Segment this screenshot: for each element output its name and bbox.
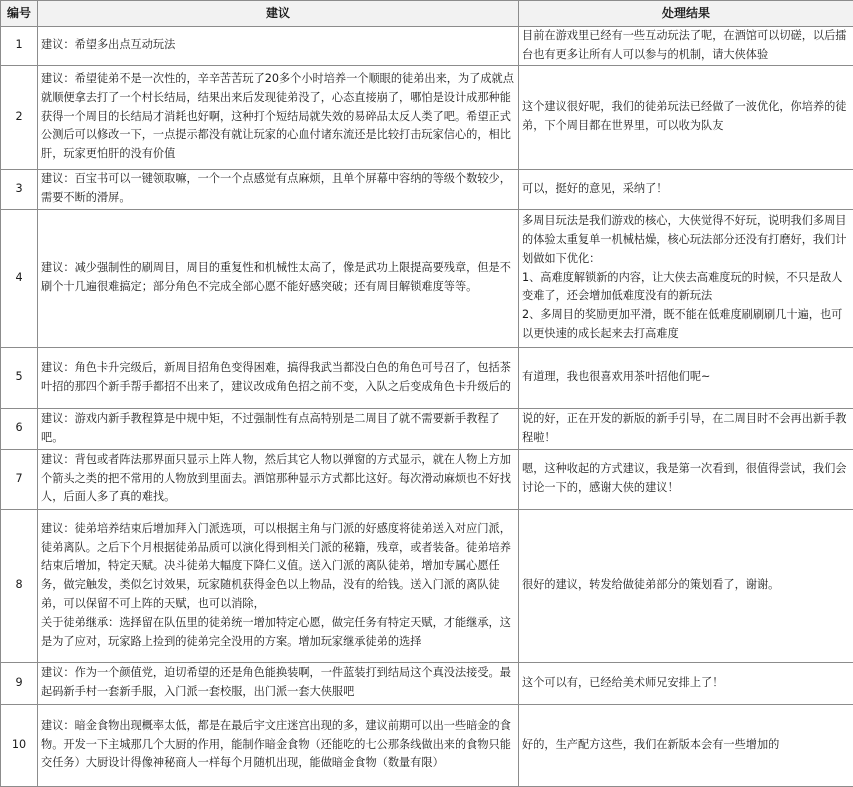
result-cell: 这个可以有，已经给美术师兄安排上了！	[519, 662, 853, 704]
result-cell: 多周目玩法是我们游戏的核心，大侠觉得不好玩，说明我们多周目的体验太重复单一机械枯燥，核心玩法部分还没有打磨好，我们计划做如下优化： 1、高难度解锁新的内容，让大侠去高难度玩的时候，不只是敌人变难了，还会增加低难度没有的新玩法 2、多周目的奖励更加平滑，既不能在低难度刷刷刷几十遍，也可以更快速的成长起来去打高难度	[519, 209, 853, 347]
table-row	[1, 704, 853, 786]
suggestion-cell: 建议：徒弟培养结束后增加拜入门派选项，可以根据主角与门派的好感度将徒弟送入对应门派，徒弟离队。之后下个月根据徒弟品质可以演化得到相关门派的秘籍，残章，或者装备。徒弟培养结束后增加，特定天赋。决斗徒弟大幅度下降仁义值。送入门派的离队徒弟，增加专属心愿任务，做完触发，类似乞讨效果，玩家随机获得金色以上物品，没有的给钱。送入门派的离队徒弟，可以保留不可上阵的天赋，也可以消除， 关于徒弟继承：选择留在队伍里的徒弟统一增加特定心愿，做完任务有特定天赋，才能继承，这是为了应对，玩家路上捡到的徒弟完全没用的方案。增加玩家继承徒弟的选择	[38, 509, 519, 662]
suggestion-cell: 建议：角色卡升完级后，新周目招角色变得困难，搞得我武当都没白色的角色可号召了，包括茶叶招的那四个新手帮手都招不出来了，建议改成角色招之前不变，入队之后变成角色卡升级后的	[38, 347, 519, 408]
table-row	[1, 169, 853, 209]
row-number-cell: 1	[1, 27, 38, 66]
table-row	[1, 209, 853, 347]
suggestion-cell: 建议：背包或者阵法那界面只显示上阵人物，然后其它人物以弹窗的方式显示，就在人物上方加个箭头之类的把不常用的人物放到里面去。酒馆那种显示方式都比这好。每次滑动麻烦也不好找人，后面人多了真的难找。	[38, 449, 519, 509]
row-number-cell: 7	[1, 449, 38, 509]
suggestion-cell: 建议：百宝书可以一键领取嘛，一个一个点感觉有点麻烦，且单个屏幕中容纳的等级个数较少，需要不断的滑屏。	[38, 169, 519, 209]
suggestion-cell: 建议：暗金食物出现概率太低，都是在最后宇文庄迷宫出现的多，建议前期可以出一些暗金的食物。开发一下主城那几个大厨的作用，能制作暗金食物（还能吃的七公那条线做出来的食物只能交任务）大厨设计得像神秘商人一样每个月随机出现，能做暗金食物（数量有限）	[38, 704, 519, 786]
column-header-suggestion: 建议	[38, 1, 519, 27]
result-cell: 可以，挺好的意见，采纳了！	[519, 169, 853, 209]
result-cell: 说的好，正在开发的新版的新手引导，在二周目时不会再出新手教程啦！	[519, 408, 853, 449]
row-number-cell: 4	[1, 209, 38, 347]
table-row	[1, 65, 853, 169]
result-cell: 目前在游戏里已经有一些互动玩法了呢，在酒馆可以切磋，以后擂台也有更多让所有人可以参与的机制，请大侠体验	[519, 27, 853, 66]
row-number-cell: 6	[1, 408, 38, 449]
table-row	[1, 347, 853, 408]
result-cell: 有道理，我也很喜欢用茶叶招他们呢~	[519, 347, 853, 408]
result-cell: 很好的建议，转发给做徒弟部分的策划看了，谢谢。	[519, 509, 853, 662]
suggestion-cell: 建议：游戏内新手教程算是中规中矩，不过强制性有点高特别是二周目了就不需要新手教程了吧。	[38, 408, 519, 449]
table-row	[1, 27, 853, 66]
row-number-cell: 8	[1, 509, 38, 662]
suggestion-cell: 建议：作为一个颜值党，迫切希望的还是角色能换装啊，一件蓝装打到结局这个真没法接受。最起码新手村一套新手服，入门派一套校服，出门派一套大侠服吧	[38, 662, 519, 704]
row-number-cell: 2	[1, 65, 38, 169]
row-number-cell: 10	[1, 704, 38, 786]
column-header-result: 处理结果	[519, 1, 853, 27]
result-cell: 嗯，这种收起的方式建议，我是第一次看到，很值得尝试，我们会讨论一下的，感谢大侠的建议！	[519, 449, 853, 509]
column-header-number: 编号	[1, 1, 38, 27]
table-row	[1, 449, 853, 509]
row-number-cell: 5	[1, 347, 38, 408]
table-row	[1, 662, 853, 704]
suggestion-cell: 建议：减少强制性的刷周目，周目的重复性和机械性太高了，像是武功上限提高要残章，但是不刷个十几遍很难搞定；部分角色不完成全部心愿不能好感突破；还有周目解锁难度等等。	[38, 209, 519, 347]
table-row	[1, 408, 853, 449]
header-row	[1, 1, 853, 27]
suggestion-cell: 建议：希望多出点互动玩法	[38, 27, 519, 66]
result-cell: 这个建议很好呢，我们的徒弟玩法已经做了一波优化，你培养的徒弟，下个周目都在世界里，可以收为队友	[519, 65, 853, 169]
row-number-cell: 9	[1, 662, 38, 704]
table-row	[1, 509, 853, 662]
suggestion-cell: 建议：希望徒弟不是一次性的，辛辛苦苦玩了20多个小时培养一个顺眼的徒弟出来，为了成就点就顺便拿去打了一个村长结局，结果出来后发现徒弟没了，心态直接崩了，哪怕是设计成那种能获得一个周目的长结局才消耗也好啊，这种打个短结局就失效的易碎品太反人类了吧。希望正式公测后可以修改一下，一点提示都没有就让玩家的心血付诸东流还是比较打击玩家信心的，相比肝，玩家更怕肝的没有价值	[38, 65, 519, 169]
result-cell: 好的，生产配方这些，我们在新版本会有一些增加的	[519, 704, 853, 786]
row-number-cell: 3	[1, 169, 38, 209]
